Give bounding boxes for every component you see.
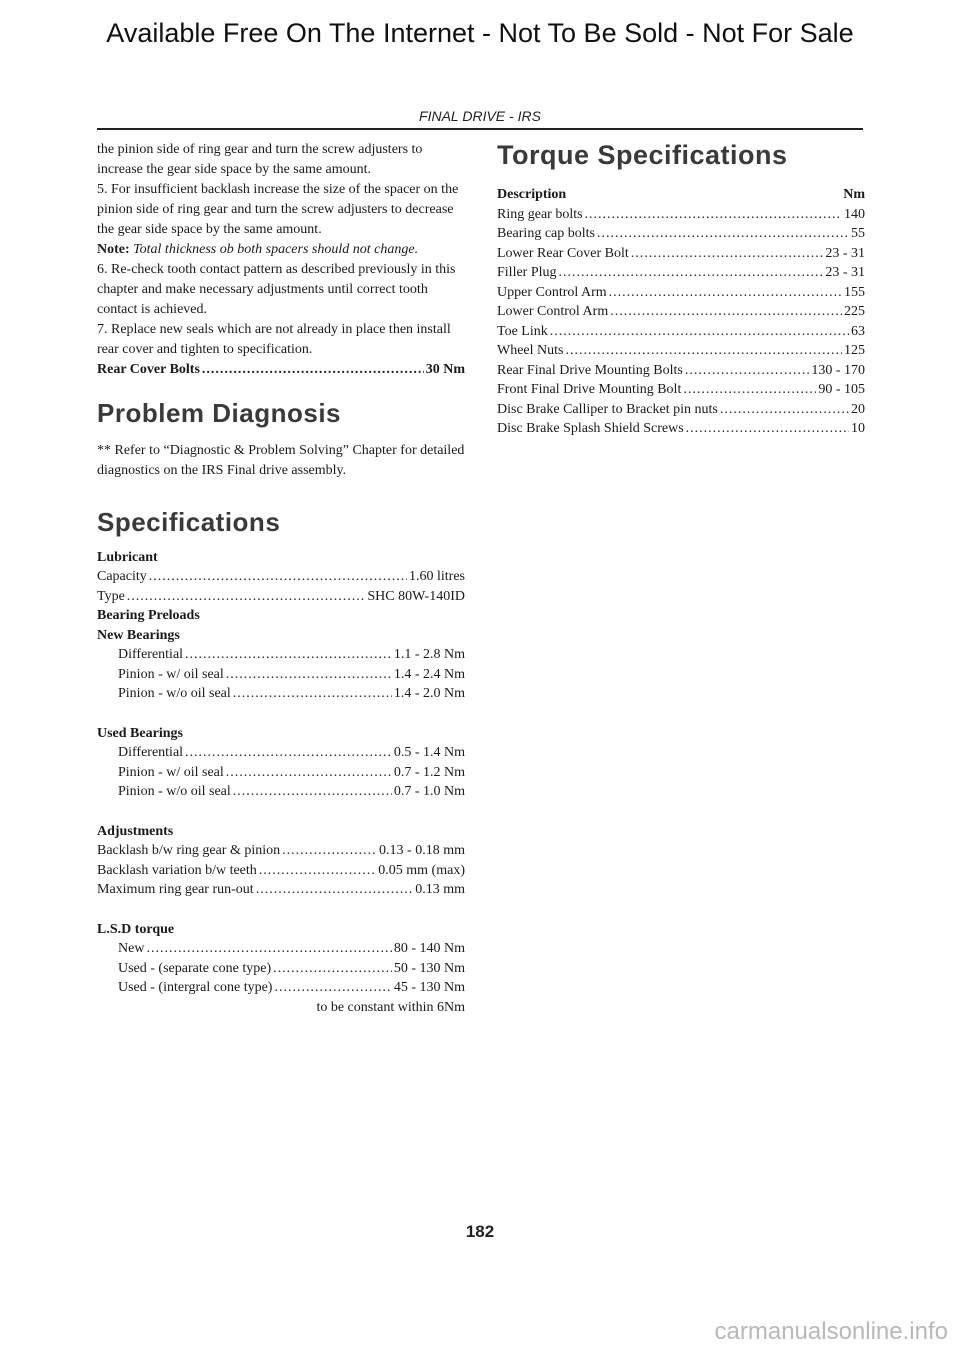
leader-dots: [683, 380, 816, 400]
section-heading: Bearing Preloads: [97, 608, 200, 623]
torque-label: Toe Link: [497, 323, 548, 339]
leader-dots: [565, 341, 842, 361]
torque-row: [497, 205, 865, 225]
spec-label: Backlash variation b/w teeth: [97, 862, 257, 878]
section-heading: L.S.D torque: [97, 921, 175, 937]
torque-value: 10: [851, 421, 865, 436]
leader-dots: [226, 763, 392, 783]
spec-value: 0.05 mm (max): [378, 862, 465, 878]
spec-value: 0.7 - 1.0 Nm: [393, 784, 465, 799]
torque-label: Filler Plug: [497, 265, 557, 280]
running-head: FINAL DRIVE - IRS: [419, 108, 541, 124]
spec-row: [97, 684, 465, 704]
leader-dots: [226, 665, 392, 685]
spec-value: SHC 80W-140ID: [367, 588, 465, 604]
header-rule: [97, 128, 863, 130]
spec-row: [97, 880, 465, 900]
spec-value: 1.60 litres: [409, 569, 465, 584]
torque-row: [497, 400, 865, 420]
leader-dots: [233, 782, 392, 802]
spec-row: [97, 978, 465, 998]
leader-dots: [233, 684, 392, 704]
column-header-description: Description: [497, 187, 567, 202]
torque-row: [497, 244, 865, 264]
adjustments-section: [97, 822, 465, 900]
spec-label: New: [118, 941, 145, 956]
paragraph: the pinion side of ring gear and turn the screw adjusters to increase the gear side space by the same amount.: [97, 142, 423, 177]
paragraph: 5. For insufficient backlash increase the size of the spacer on the pinion side of ring gear and turn the screw adjusters to decrease the gear side space by the same amount.: [97, 182, 459, 237]
spec-row: [97, 587, 465, 607]
spec-row: [97, 939, 465, 959]
torque-label: Front Final Drive Mounting Bolt: [497, 382, 682, 397]
leader-dots: [686, 419, 849, 439]
leader-dots: [127, 587, 366, 607]
torque-label: Disc Brake Calliper to Bracket pin nuts: [497, 401, 718, 417]
torque-row: [497, 322, 865, 342]
leader-dots: [256, 880, 414, 900]
note-text: Total thickness ob both spacers should not change.: [133, 242, 419, 257]
leader-dots: [185, 645, 392, 665]
leader-dots: [274, 978, 391, 998]
torque-row: [497, 341, 865, 361]
watermark: carmanualsonline.info: [714, 1318, 948, 1345]
torque-label: Upper Control Arm: [497, 284, 607, 300]
leader-dots: [185, 743, 392, 763]
lsd-note: [97, 998, 465, 1018]
left-column: [97, 140, 465, 1017]
torque-value: 130 - 170: [811, 362, 865, 378]
lsd-note-text: to be constant within 6Nm: [316, 999, 465, 1015]
torque-row: [497, 224, 865, 244]
torque-label: Ring gear bolts: [497, 206, 583, 222]
leader-dots: [720, 400, 849, 420]
torque-value: 20: [851, 401, 865, 417]
torque-label: Lower Rear Cover Bolt: [497, 245, 629, 261]
torque-label: Rear Final Drive Mounting Bolts: [497, 362, 683, 378]
leader-dots: [597, 224, 849, 244]
spec-label: Used - (separate cone type): [118, 960, 272, 976]
torque-value: 90 - 105: [818, 382, 865, 397]
torque-value: 155: [844, 284, 865, 300]
torque-row: [497, 419, 865, 439]
spec-label: Differential: [118, 745, 184, 760]
spec-label: Pinion - w/ oil seal: [118, 666, 224, 682]
torque-label: Lower Control Arm: [497, 304, 609, 319]
spec-value: 30 Nm: [425, 362, 465, 377]
leader-dots: [202, 360, 424, 380]
spec-value: 0.13 mm: [415, 882, 465, 897]
torque-label: Wheel Nuts: [497, 343, 564, 358]
torque-value: 55: [851, 226, 865, 241]
spec-label: Type: [97, 588, 125, 604]
page-number: 182: [465, 1222, 495, 1241]
spec-row: [97, 841, 465, 861]
spec-row: [97, 782, 465, 802]
spec-value: 0.7 - 1.2 Nm: [393, 764, 465, 780]
spec-row: [97, 743, 465, 763]
rear-cover-bolts-row: [97, 360, 465, 380]
spec-label: Maximum ring gear run-out: [97, 882, 254, 897]
section-heading: Lubricant: [97, 549, 158, 565]
right-column: [497, 140, 865, 439]
leader-dots: [585, 205, 842, 225]
column-header-nm: Nm: [843, 187, 865, 202]
note-label: Note:: [97, 242, 130, 257]
leader-dots: [685, 361, 809, 381]
spec-label: Rear Cover Bolts: [97, 362, 200, 377]
spec-row: [97, 861, 465, 881]
problem-text: ** Refer to “Diagnostic & Problem Solving” Chapter for detailed diagnostics on the IRS Final drive assembly.: [97, 442, 465, 478]
spec-label: Used - (intergral cone type): [118, 980, 273, 995]
spec-row: [97, 645, 465, 665]
spec-label: Backlash b/w ring gear & pinion: [97, 843, 281, 858]
torque-row: [497, 380, 865, 400]
torque-table-header: [497, 185, 865, 205]
spec-label: Differential: [118, 647, 184, 662]
leader-dots: [610, 302, 842, 322]
banner: Available Free On The Internet - Not To Be Sold - Not For Sale: [106, 18, 854, 48]
spec-label: Pinion - w/o oil seal: [118, 686, 231, 701]
leader-dots: [273, 959, 392, 979]
lubricant-section: [97, 548, 465, 704]
torque-value: 140: [844, 206, 865, 222]
torque-table: [497, 185, 865, 439]
torque-specifications-heading: Torque Specifications: [497, 140, 788, 170]
spec-row: [97, 959, 465, 979]
torque-row: [497, 263, 865, 283]
section-heading: New Bearings: [97, 627, 180, 643]
spec-value: 45 - 130 Nm: [393, 980, 465, 995]
torque-value: 225: [844, 304, 865, 319]
leader-dots: [609, 283, 842, 303]
torque-row: [497, 361, 865, 381]
leader-dots: [550, 322, 849, 342]
spec-value: 80 - 140 Nm: [393, 941, 465, 956]
spec-label: Pinion - w/o oil seal: [118, 784, 231, 799]
spec-row: [97, 763, 465, 783]
leader-dots: [259, 861, 376, 881]
spec-value: 1.4 - 2.0 Nm: [393, 686, 465, 701]
lsd-torque-section: [97, 920, 465, 1018]
section-heading: Used Bearings: [97, 725, 183, 741]
section-heading: Adjustments: [97, 823, 174, 839]
spec-value: 1.4 - 2.4 Nm: [393, 666, 465, 682]
torque-label: Disc Brake Splash Shield Screws: [497, 421, 684, 436]
note: [97, 240, 465, 260]
specifications-heading: Specifications: [97, 506, 281, 537]
torque-row: [497, 302, 865, 322]
torque-value: 63: [851, 323, 865, 339]
leader-dots: [559, 263, 824, 283]
spec-value: 0.5 - 1.4 Nm: [393, 745, 465, 760]
paragraph: 7. Replace new seals which are not already in place then install rear cover and tighten to specification.: [97, 322, 451, 357]
used-bearings-section: [97, 724, 465, 802]
torque-row: [497, 283, 865, 303]
spec-row: [97, 567, 465, 587]
leader-dots: [149, 567, 407, 587]
torque-value: 23 - 31: [825, 265, 865, 280]
torque-value: 23 - 31: [825, 245, 865, 261]
leader-dots: [631, 244, 824, 264]
paragraph: 6. Re-check tooth contact pattern as described previously in this chapter and make necessary adjustments until correct tooth contact is achieved.: [97, 262, 456, 317]
spec-label: Capacity: [97, 569, 147, 584]
spec-label: Pinion - w/ oil seal: [118, 764, 224, 780]
spec-value: 1.1 - 2.8 Nm: [393, 647, 465, 662]
spec-row: [97, 665, 465, 685]
leader-dots: [282, 841, 377, 861]
torque-value: 125: [844, 343, 865, 358]
leader-dots: [146, 939, 391, 959]
spec-value: 0.13 - 0.18 mm: [379, 843, 465, 858]
torque-label: Bearing cap bolts: [497, 226, 595, 241]
spec-value: 50 - 130 Nm: [393, 960, 465, 976]
problem-diagnosis-heading: Problem Diagnosis: [97, 397, 341, 428]
